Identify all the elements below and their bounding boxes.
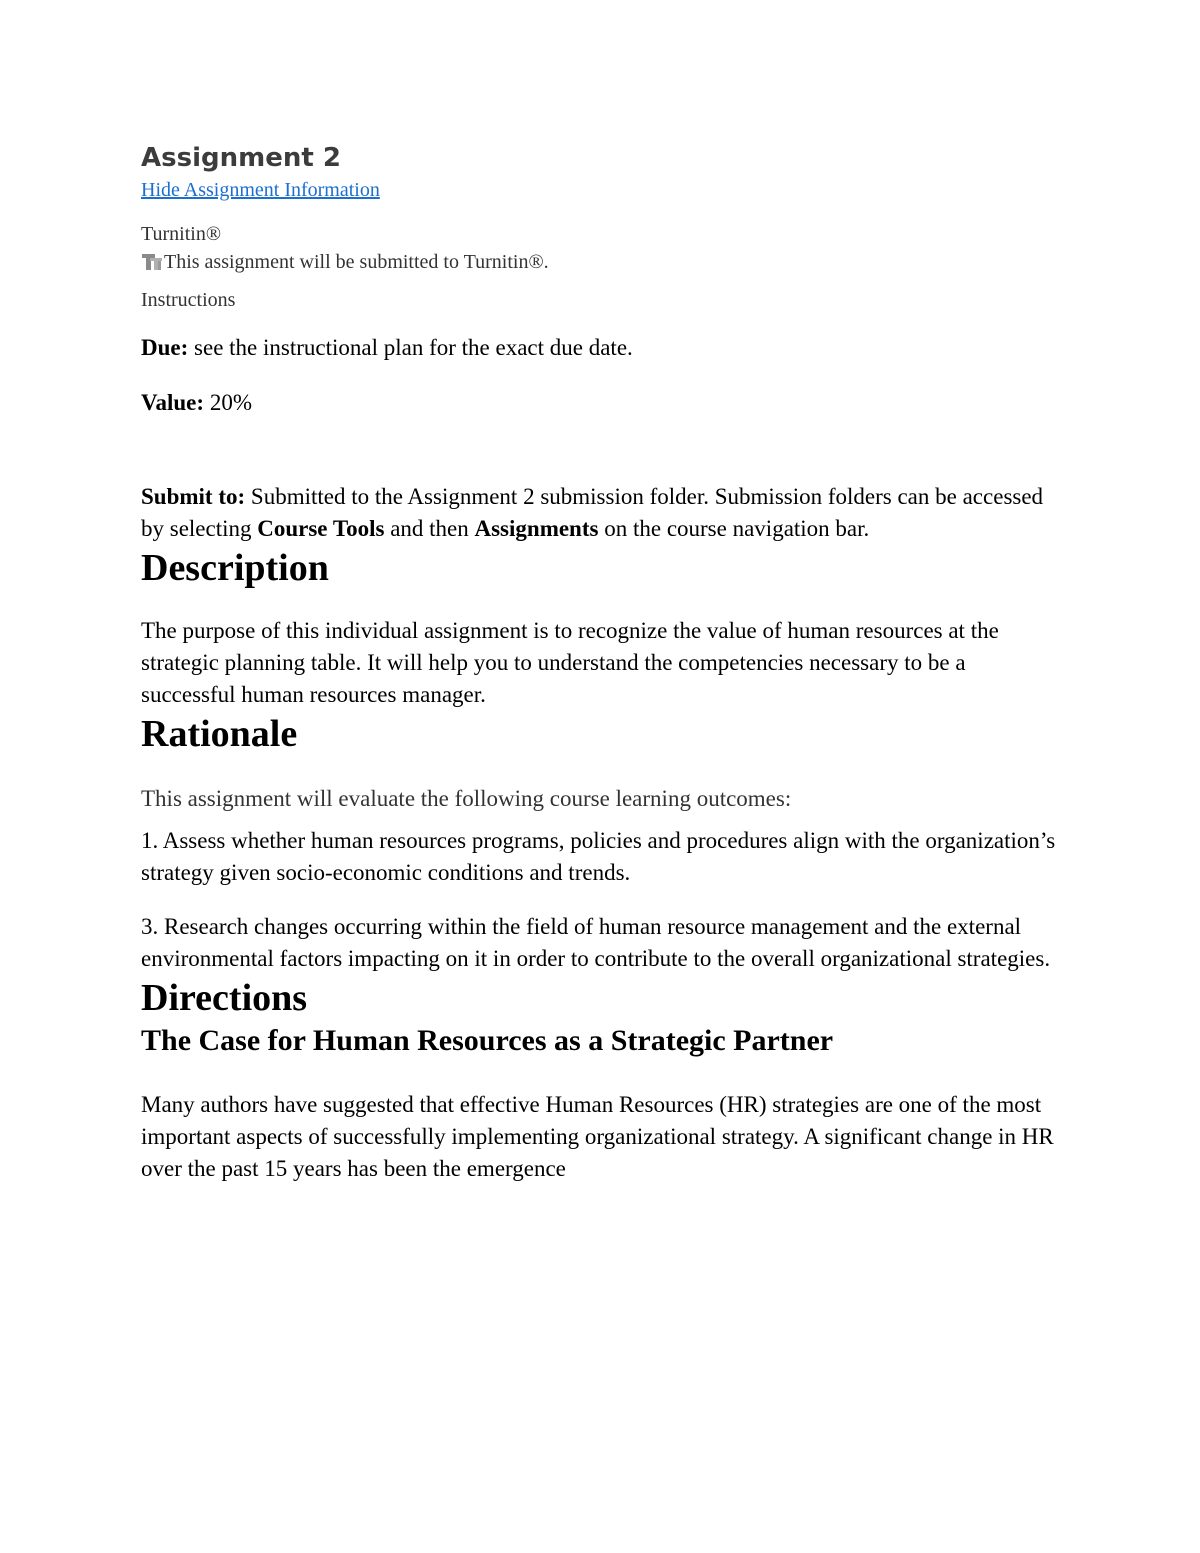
submit-text-2: and then xyxy=(384,516,475,541)
turnitin-notice-text: This assignment will be submitted to Turnitin®. xyxy=(164,251,549,273)
directions-heading: Directions xyxy=(141,977,308,1019)
due-label: Due: xyxy=(141,335,189,360)
description-text: The purpose of this individual assignment is to recognize the value of human resources at the strategic planning table. It will help you to understand the competencies necessary to be a successful human resources manager. xyxy=(141,618,999,707)
directions-text: Many authors have suggested that effective Human Resources (HR) strategies are one of the most important aspects of successfully implementing organizational strategy. A significant change in HR over the past 15 years has been the emergence xyxy=(141,1092,1054,1181)
page-title: Assignment 2 xyxy=(141,143,341,173)
learning-outcome-3: 3. Research changes occurring within the field of human resource management and the external environmental factors impacting on it in order to contribute to the overall organizational strategies. xyxy=(141,914,1051,971)
due-text: see the instructional plan for the exact due date. xyxy=(188,335,633,360)
turnitin-icon xyxy=(141,252,163,272)
learning-outcome-1: 1. Assess whether human resources programs, policies and procedures align with the organization’s strategy given socio-economic conditions and trends. xyxy=(141,828,1056,885)
hide-assignment-info-link[interactable]: Hide Assignment Information xyxy=(141,179,380,201)
rationale-heading: Rationale xyxy=(141,713,298,755)
value-text: 20% xyxy=(204,390,252,415)
turnitin-notice xyxy=(141,248,1061,276)
submit-paragraph xyxy=(141,481,1061,545)
submit-label: Submit to: xyxy=(141,484,246,509)
value-line xyxy=(141,387,1061,419)
assignments-bold: Assignments xyxy=(474,516,599,541)
instructions-label: Instructions xyxy=(141,289,236,311)
turnitin-label: Turnitin® xyxy=(141,223,222,245)
course-tools-bold: Course Tools xyxy=(257,516,385,541)
submit-text-1: Submitted to the Assignment 2 submission folder. Submission folders can be accessed by selecting xyxy=(141,484,1044,541)
case-subheading: The Case for Human Resources as a Strategic Partner xyxy=(141,1024,834,1057)
due-line xyxy=(141,332,1061,364)
submit-text-3: on the course navigation bar. xyxy=(598,516,870,541)
assignment-document xyxy=(141,140,1061,1185)
value-label: Value: xyxy=(141,390,205,415)
description-heading: Description xyxy=(141,547,329,589)
rationale-intro: This assignment will evaluate the following course learning outcomes: xyxy=(141,786,792,811)
